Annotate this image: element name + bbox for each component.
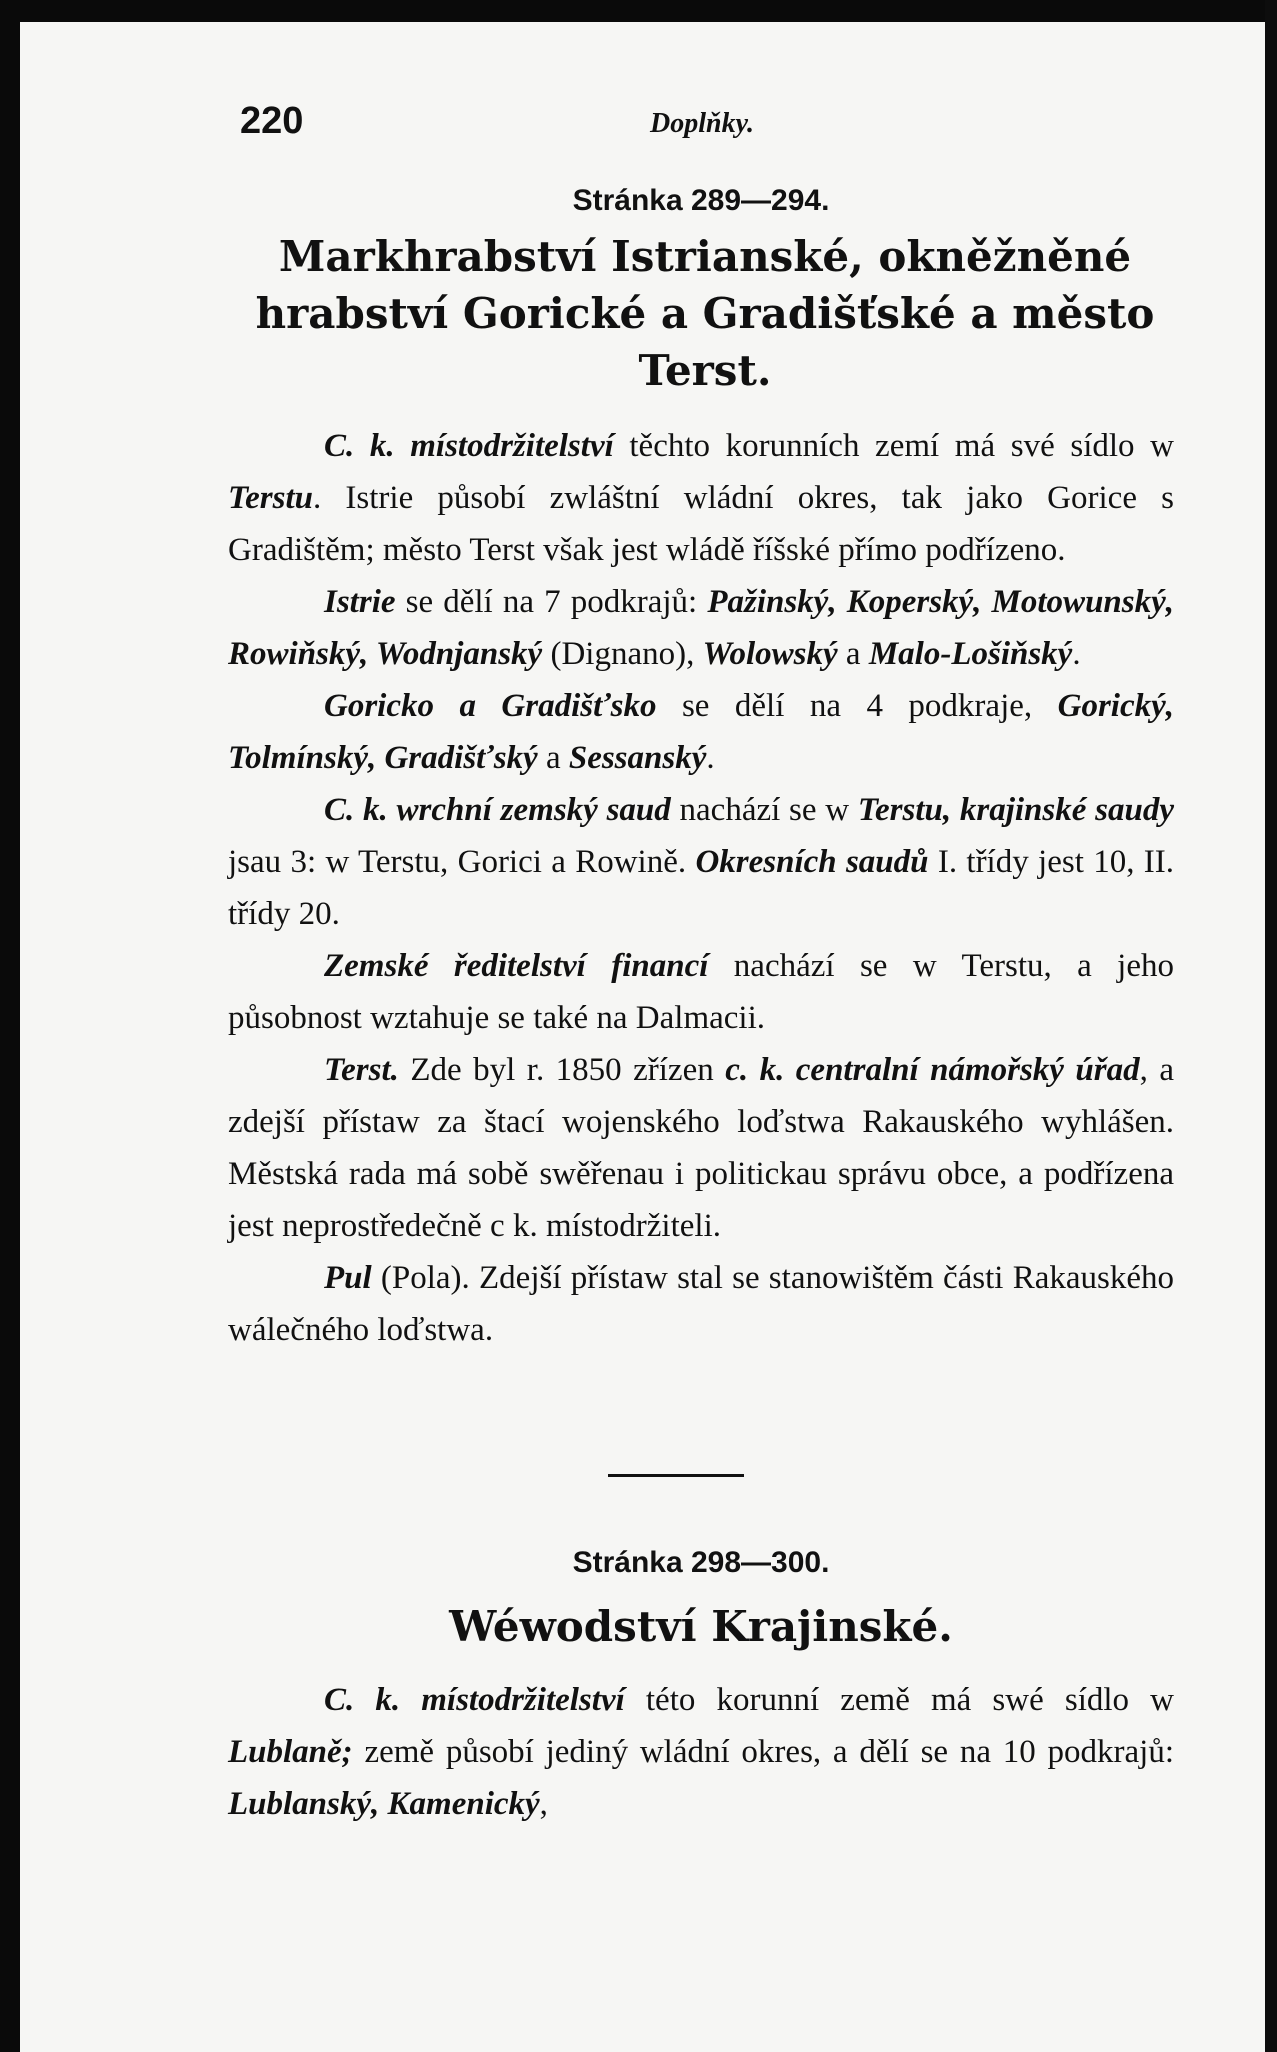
- paragraph-6: Terst. Zde byl r. 1850 zřízen c. k. centralní námořský úřad, a zdejší přístaw za štací wojenského loďstwa Rakauského wyhlášen. Městská rada má sobě swěřenau i politickau správu obce, a podřízena jest neprostředečně c k. místodržiteli.: [228, 1052, 1174, 1244]
- paragraph-8: C. k. místodržitelství této korunní země má swé sídlo w Lublaně; země působí jediný wládní okres, a dělí se na 10 podkrajů: Lublanský, Kamenický,: [228, 1682, 1174, 1822]
- section-2-ref-block: [228, 1546, 1174, 1580]
- section-1-ref: Stránka 289—294.: [572, 184, 830, 217]
- paragraph-4: C. k. wrchní zemský saud nachází se w Terstu, krajinské saudy jsau 3: w Terstu, Gorici a Rowině. Okresních saudů I. třídy jest 10, II. třídy 20.: [228, 792, 1175, 932]
- running-title: Doplňky.: [650, 108, 754, 139]
- section-2-ref: Stránka 298—300.: [572, 1546, 830, 1579]
- section-divider: [608, 1474, 744, 1477]
- running-head: [240, 100, 780, 150]
- paragraph-5: Zemské ředitelství financí nachází se w Terstu, a jeho působnost wztahuje se také na Dalmacii.: [228, 948, 1174, 1036]
- paragraph-1: C. k. místodržitelství těchto korunních zemí má své sídlo w Terstu. Istrie působí zwláštní wládní okres, tak jako Gorice s Gradištěm; město Terst však jest wládě říšské přímo podřízeno.: [228, 428, 1174, 568]
- scan-border-left: [0, 0, 20, 2052]
- scan-border-right: [1265, 0, 1277, 2052]
- section-1-body: [228, 420, 1174, 1356]
- paragraph-2: Istrie se dělí na 7 podkrajů: Pažinský, Koperský, Motowunský, Rowiňský, Wodnjanský (Dignano), Wolowský a Malo-Lošiňský.: [228, 584, 1175, 672]
- page-number: 220: [240, 100, 304, 142]
- section-1-heading-block: [250, 228, 1160, 399]
- paragraph-7: Pul (Pola). Zdejší přístaw stal se stanowištěm části Rakauského wálečného loďstwa.: [228, 1260, 1174, 1348]
- section-2-heading: Wéwodství Krajinské.: [449, 1602, 953, 1651]
- section-1-heading: Markhrabství Istrianské, okněžněné hrabství Gorické a Gradišťské a město Terst.: [255, 232, 1155, 395]
- section-2-heading-block: [228, 1598, 1174, 1655]
- paragraph-3: Goricko a Gradišťsko se dělí na 4 podkraje, Gorický, Tolmínský, Gradišťský a Sessanský.: [228, 688, 1174, 776]
- scan-border-top: [0, 0, 1277, 22]
- section-1-ref-block: [228, 184, 1174, 218]
- section-2-body: [228, 1674, 1174, 1830]
